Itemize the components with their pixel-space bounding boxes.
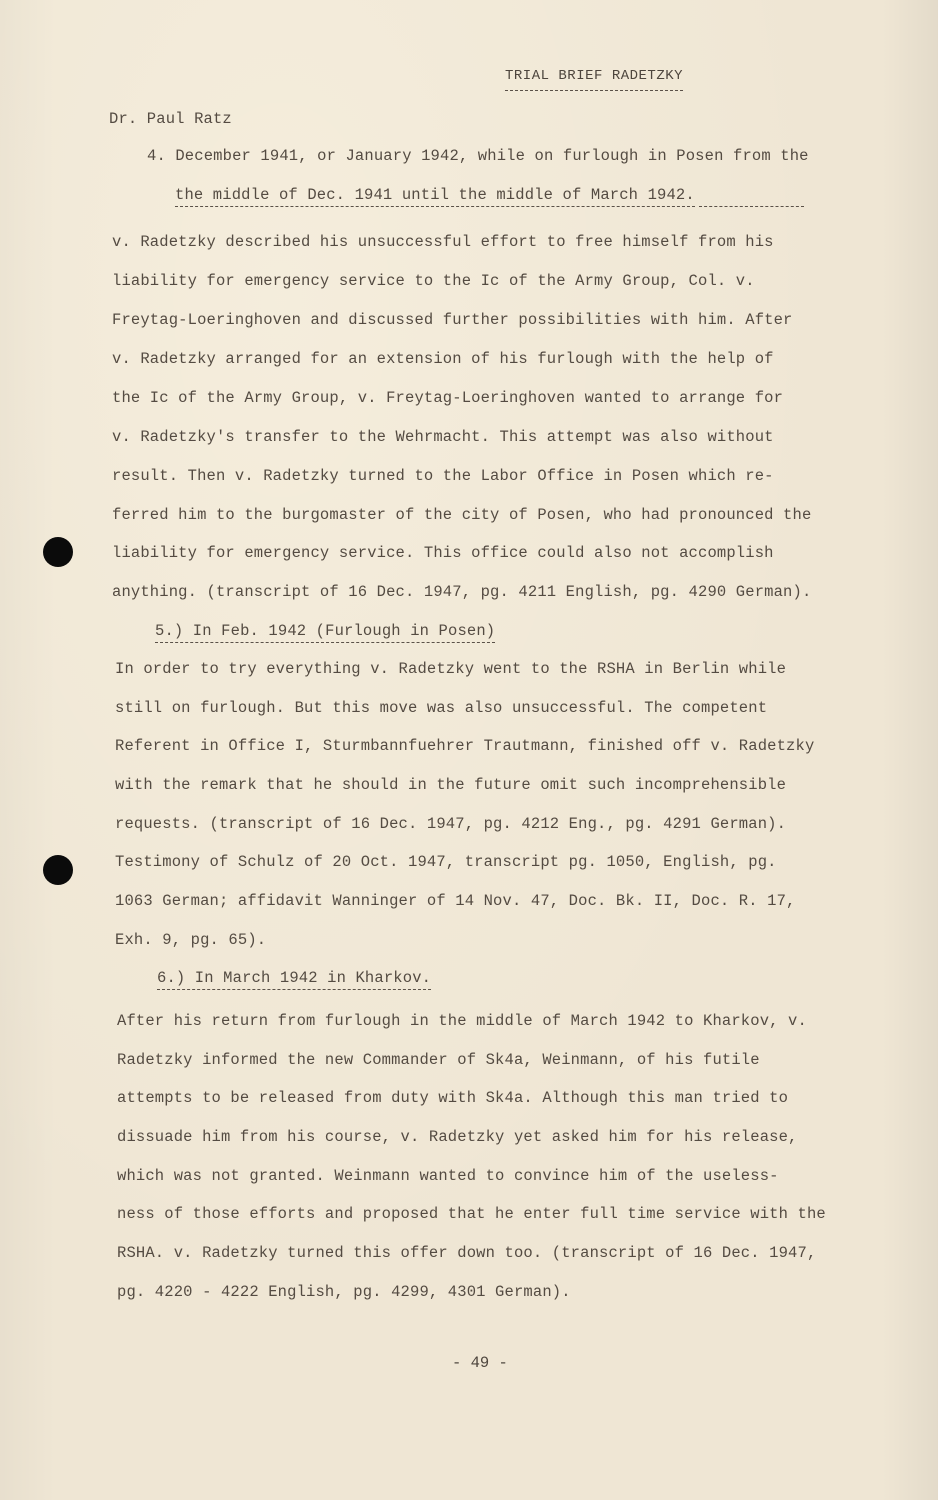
item-5-body-line: Exh. 9, pg. 65). bbox=[115, 931, 267, 949]
item-5-body-line: still on furlough. But this move was also unsuccessful. The competent bbox=[115, 699, 768, 717]
item-5-body-line: Referent in Office I, Sturmbannfuehrer Trautmann, finished off v. Radetzky bbox=[115, 737, 815, 755]
item-4-heading-underline-tail bbox=[699, 186, 804, 207]
item-4-body-line: liability for emergency service. This office could also not accomplish bbox=[112, 544, 774, 562]
item-4-body-line: v. Radetzky's transfer to the Wehrmacht. This attempt was also without bbox=[112, 428, 774, 446]
item-6-body-line: attempts to be released from duty with Sk4a. Although this man tried to bbox=[117, 1089, 789, 1107]
item-5-heading bbox=[155, 622, 495, 640]
document-header-title: TRIAL BRIEF RADETZKY bbox=[505, 68, 683, 91]
item-4-body-line: v. Radetzky described his unsuccessful effort to free himself from his bbox=[112, 233, 774, 251]
item-6-heading bbox=[157, 969, 431, 987]
item-4-body-line: result. Then v. Radetzky turned to the Labor Office in Posen which re- bbox=[112, 467, 774, 485]
item-4-body-line: anything. (transcript of 16 Dec. 1947, pg. 4211 English, pg. 4290 German). bbox=[112, 583, 812, 601]
item-6-body-line: ness of those efforts and proposed that he enter full time service with the bbox=[117, 1205, 826, 1223]
item-6-body-line: RSHA. v. Radetzky turned this offer down too. (transcript of 16 Dec. 1947, bbox=[117, 1244, 817, 1262]
item-5-body-line: In order to try everything v. Radetzky went to the RSHA in Berlin while bbox=[115, 660, 787, 678]
item-5-body-line: with the remark that he should in the future omit such incomprehensible bbox=[115, 776, 787, 794]
punch-hole bbox=[43, 537, 73, 567]
item-4-heading-line-1: 4. December 1941, or January 1942, while on furlough in Posen from the bbox=[147, 147, 809, 165]
item-4-heading-underlined-text: the middle of Dec. 1941 until the middle of March 1942. bbox=[175, 186, 695, 207]
item-6-body-line: dissuade him from his course, v. Radetzky yet asked him for his release, bbox=[117, 1128, 798, 1146]
author-line: Dr. Paul Ratz bbox=[109, 110, 232, 128]
punch-hole bbox=[43, 855, 73, 885]
item-4-body-line: the Ic of the Army Group, v. Freytag-Loeringhoven wanted to arrange for bbox=[112, 389, 784, 407]
page-number: - 49 - bbox=[452, 1354, 508, 1372]
item-4-body-line: ferred him to the burgomaster of the city of Posen, who had pronounced the bbox=[112, 506, 812, 524]
item-6-heading-text: 6.) In March 1942 in Kharkov. bbox=[157, 969, 431, 990]
item-6-body-line: which was not granted. Weinmann wanted to convince him of the useless- bbox=[117, 1167, 779, 1185]
item-4-body-line: Freytag-Loeringhoven and discussed further possibilities with him. After bbox=[112, 311, 793, 329]
item-5-body-line: Testimony of Schulz of 20 Oct. 1947, transcript pg. 1050, English, pg. bbox=[115, 853, 777, 871]
item-4-heading-line-2 bbox=[175, 186, 804, 207]
item-6-body-line: pg. 4220 - 4222 English, pg. 4299, 4301 German). bbox=[117, 1283, 571, 1301]
item-5-heading-text: 5.) In Feb. 1942 (Furlough in Posen) bbox=[155, 622, 495, 643]
item-6-body-line: After his return from furlough in the middle of March 1942 to Kharkov, v. bbox=[117, 1012, 807, 1030]
item-5-body-line: 1063 German; affidavit Wanninger of 14 Nov. 47, Doc. Bk. II, Doc. R. 17, bbox=[115, 892, 796, 910]
item-4-body-line: liability for emergency service to the Ic of the Army Group, Col. v. bbox=[112, 272, 755, 290]
item-5-body-line: requests. (transcript of 16 Dec. 1947, pg. 4212 Eng., pg. 4291 German). bbox=[115, 815, 787, 833]
item-4-body-line: v. Radetzky arranged for an extension of his furlough with the help of bbox=[112, 350, 774, 368]
item-6-body-line: Radetzky informed the new Commander of Sk4a, Weinmann, of his futile bbox=[117, 1051, 760, 1069]
